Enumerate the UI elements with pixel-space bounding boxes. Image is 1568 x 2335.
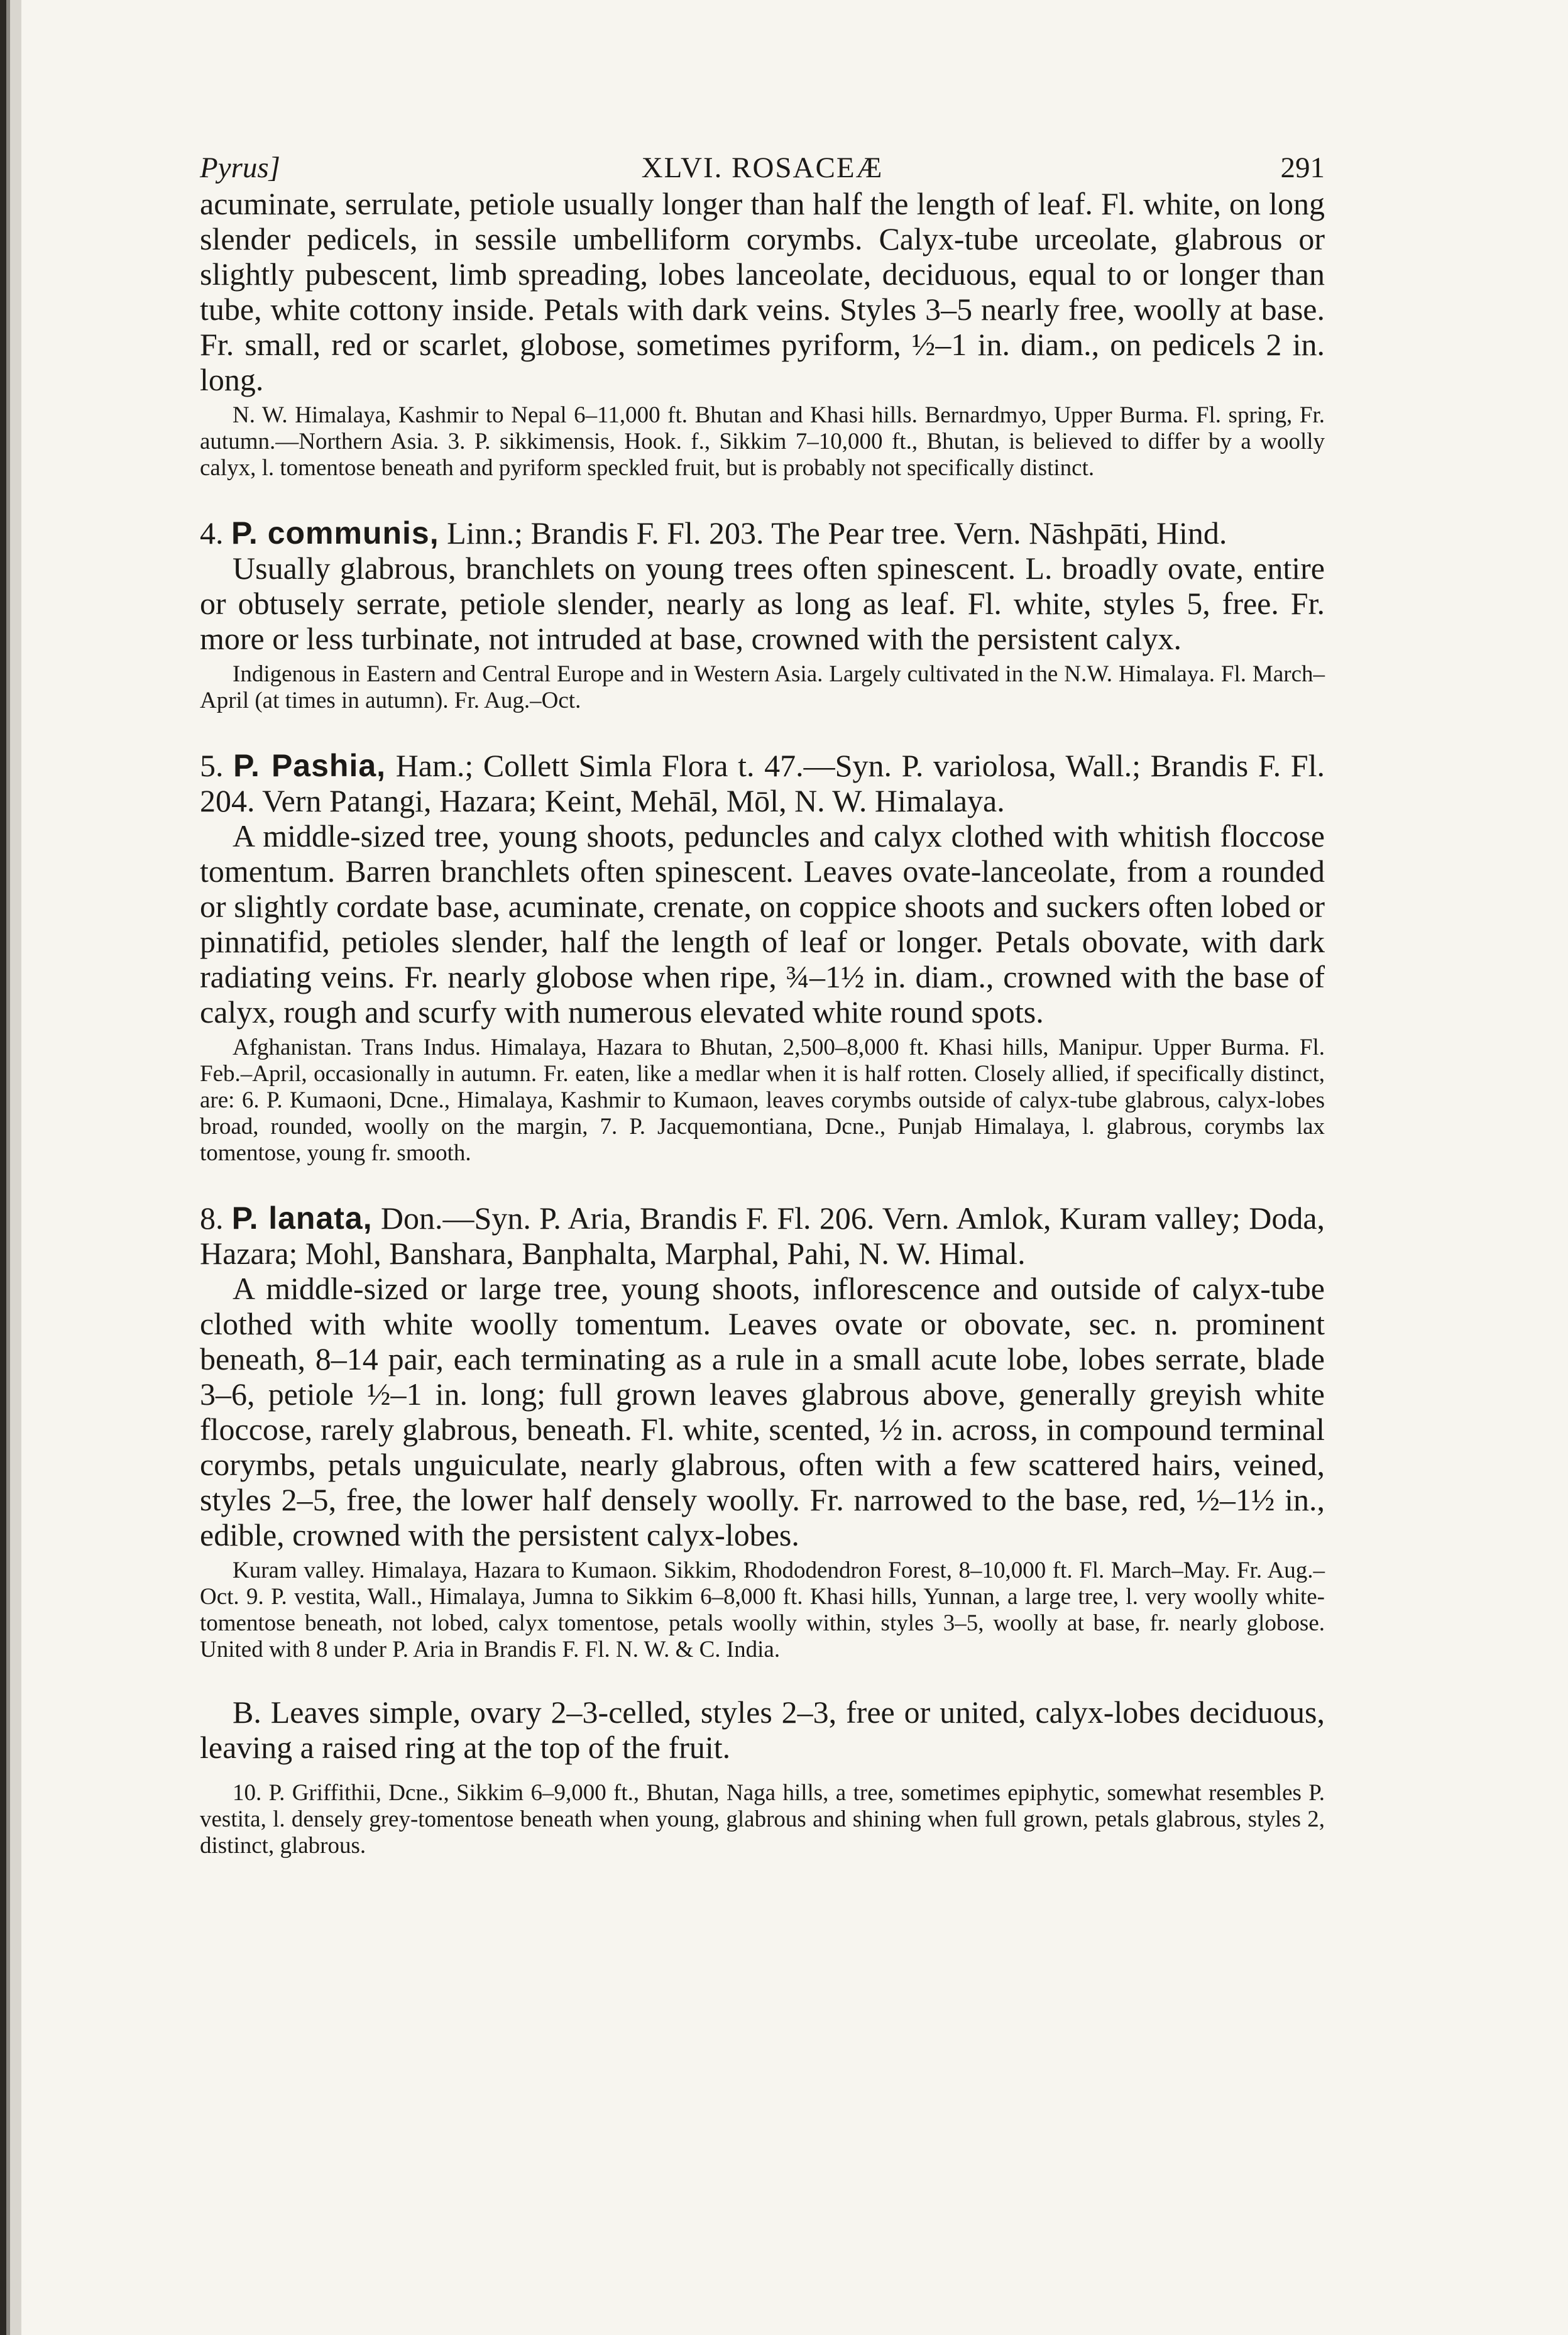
running-head-family: XLVI. ROSACEÆ bbox=[641, 151, 884, 184]
species-description: Usually glabrous, branchlets on young trees often spinescent. L. broadly ovate, entire or obtusely serrate, petiole slender, nearly as long as leaf. Fl. white, styles 5, free. Fr. more or less turbinate, not intruded at base, crowned with the persistent calyx. bbox=[200, 551, 1325, 656]
running-head-genus: Pyrus] bbox=[200, 151, 280, 184]
species-heading bbox=[200, 515, 1325, 551]
species-citation: Ham.; Collett Simla Flora t. 47.—Syn. P. variolosa, Wall.; Brandis F. Fl. 204. Vern Patangi, Hazara; Keint, Mehāl, Mōl, N. W. Himalaya. bbox=[200, 748, 1325, 818]
final-note: 10. P. Griffithii, Dcne., Sikkim 6–9,000 ft., Bhutan, Naga hills, a tree, sometimes epiphytic, somewhat resembles P. vestita, l. densely grey-tomentose beneath when young, glabrous and shining when full grown, petals glabrous, styles 2, distinct, glabrous. bbox=[200, 1780, 1325, 1859]
species-name: P. communis, bbox=[231, 515, 439, 551]
running-head bbox=[200, 142, 1325, 186]
species-note: Kuram valley. Himalaya, Hazara to Kumaon. Sikkim, Rhododendron Forest, 8–10,000 ft. Fl. March–May. Fr. Aug.–Oct. 9. P. vestita, Wall., Himalaya, Jumna to Sikkim 6–8,000 ft. Khasi hills, Yunnan, a large tree, l. very woolly white-tomentose beneath, not lobed, calyx tomentose, petals woolly within, styles 3–5, woolly at base, fr. nearly globose. United with 8 under P. Aria in Brandis F. Fl. N. W. & C. India. bbox=[200, 1558, 1325, 1662]
species-name: P. lanata, bbox=[231, 1200, 373, 1236]
species-citation: Linn.; Brandis F. Fl. 203. The Pear tree. Vern. Nāshpāti, Hind. bbox=[439, 515, 1227, 551]
species-entry-pashia bbox=[200, 748, 1325, 1167]
species-number: 5. bbox=[200, 748, 224, 783]
species-name: P. Pashia, bbox=[233, 748, 387, 783]
species-number: 8. bbox=[200, 1200, 224, 1236]
species-entry-communis bbox=[200, 515, 1325, 714]
intro-note: N. W. Himalaya, Kashmir to Nepal 6–11,000 ft. Bhutan and Khasi hills. Bernardmyo, Upper Burma. Fl. spring, Fr. autumn.—Northern Asia. 3. P. sikkimensis, Hook. f., Sikkim 7–10,000 ft., Bhutan, is believed to differ by a woolly calyx, l. tomentose beneath and pyriform speckled fruit, but is probably not specifically distinct. bbox=[200, 402, 1325, 481]
species-citation: Don.—Syn. P. Aria, Brandis F. Fl. 206. Vern. Amlok, Kuram valley; Doda, Hazara; Mohl, Banshara, Banphalta, Marphal, Pahi, N. W. Himal. bbox=[200, 1200, 1325, 1271]
species-heading bbox=[200, 1200, 1325, 1271]
species-number: 4. bbox=[200, 515, 224, 551]
species-description: A middle-sized or large tree, young shoots, inflorescence and outside of calyx-tube clothed with white woolly tomentum. Leaves ovate or obovate, sec. n. prominent beneath, 8–14 pair, each terminating as a rule in a small acute lobe, lobes serrate, blade 3–6, petiole ½–1 in. long; full grown leaves glabrous above, generally greyish white floccose, rarely glabrous, beneath. Fl. white, scented, ½ in. across, in compound terminal corymbs, petals unguiculate, nearly glabrous, often with a few scattered hairs, veined, styles 2–5, free, the lower half densely woolly. Fr. narrowed to the base, red, ½–1½ in., edible, crowned with the persistent calyx-lobes. bbox=[200, 1271, 1325, 1552]
species-heading bbox=[200, 748, 1325, 818]
page-number: 291 bbox=[1280, 151, 1325, 184]
species-note: Afghanistan. Trans Indus. Himalaya, Hazara to Bhutan, 2,500–8,000 ft. Khasi hills, Manipur. Upper Burma. Fl. Feb.–April, occasionally in autumn. Fr. eaten, like a medlar when it is half rotten. Closely allied, if specifically distinct, are: 6. P. Kumaoni, Dcne., Himalaya, Kashmir to Kumaon, leaves corymbs outside of calyx-tube glabrous, calyx-lobes broad, rounded, woolly on the margin, 7. P. Jacquemontiana, Dcne., Punjab Himalaya, l. glabrous, corymbs lax tomentose, young fr. smooth. bbox=[200, 1035, 1325, 1166]
section-b-heading: B. Leaves simple, ovary 2–3-celled, styles 2–3, free or united, calyx-lobes deciduous, leaving a raised ring at the top of the fruit. bbox=[200, 1695, 1325, 1765]
species-description: A middle-sized tree, young shoots, peduncles and calyx clothed with whitish floccose tomentum. Barren branchlets often spinescent. Leaves ovate-lanceolate, from a rounded or slightly cordate base, acuminate, crenate, on coppice shoots and suckers often lobed or pinnatifid, petioles slender, half the length of leaf or longer. Petals obovate, with dark radiating veins. Fr. nearly globose when ripe, ¾–1½ in. diam., crowned with the base of calyx, rough and scurfy with numerous elevated white round spots. bbox=[200, 818, 1325, 1030]
intro-paragraph: acuminate, serrulate, petiole usually longer than half the length of leaf. Fl. white, on long slender pedicels, in sessile umbelliform corymbs. Calyx-tube urceolate, glabrous or slightly pubescent, limb spreading, lobes lanceolate, deciduous, equal to or longer than tube, white cottony inside. Petals with dark veins. Styles 3–5 nearly free, woolly at base. Fr. small, red or scarlet, globose, sometimes pyriform, ½–1 in. diam., on pedicels 2 in. long. bbox=[200, 186, 1325, 397]
species-note: Indigenous in Eastern and Central Europe and in Western Asia. Largely cultivated in the N.W. Himalaya. Fl. March–April (at times in autumn). Fr. Aug.–Oct. bbox=[200, 661, 1325, 713]
species-entry-lanata bbox=[200, 1200, 1325, 1663]
page-content bbox=[200, 142, 1325, 1859]
section-gap bbox=[200, 1663, 1325, 1695]
book-spine-shadow bbox=[0, 0, 21, 2335]
